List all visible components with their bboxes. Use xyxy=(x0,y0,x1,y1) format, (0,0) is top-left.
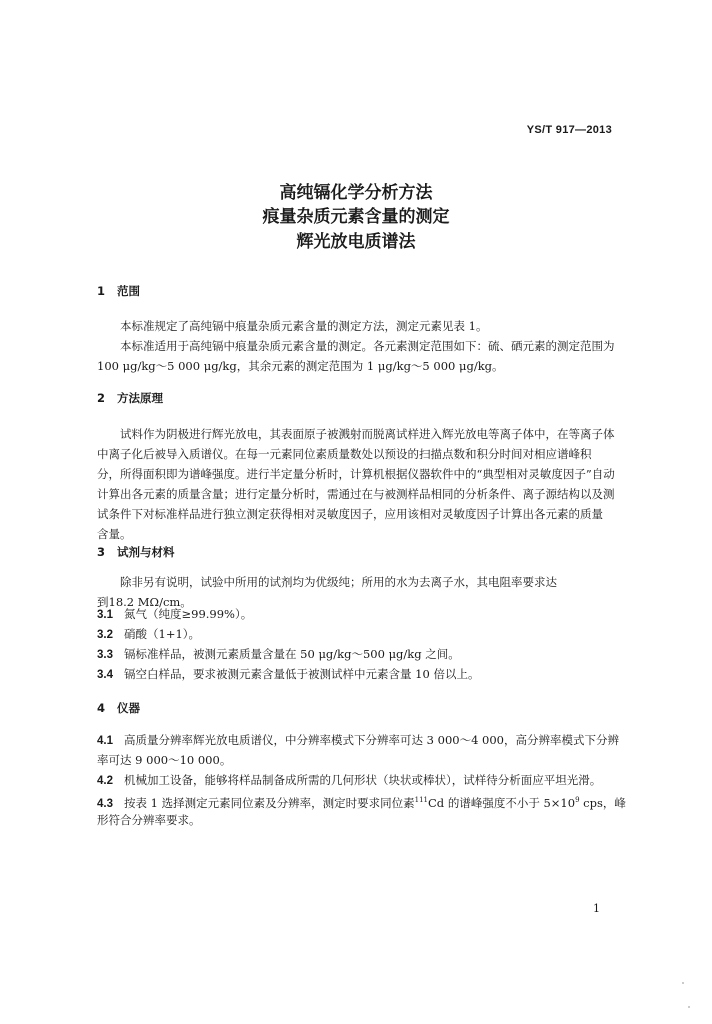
item-number: 3.1 xyxy=(97,609,113,621)
section-1-title: 范围 xyxy=(117,284,140,298)
item-number: 4.3 xyxy=(97,797,113,810)
page-number: 1 xyxy=(593,902,600,915)
section-2-line: 试条件下对标准样品进行独立测定获得相对灵敏度因子，应用该相对灵敏度因子计算出各元素的质量 xyxy=(97,507,603,521)
section-1-number: 1 xyxy=(97,284,106,298)
section-3-number: 3 xyxy=(97,545,106,559)
item-text: Cd 的谱峰强度不小于 5×10 xyxy=(428,795,576,810)
section-2-line: 试料作为阴极进行辉光放电，其表面原子被溅射而脱离试样进入辉光放电等离子体中，在等离子体 xyxy=(120,427,615,441)
section-3-title: 试剂与材料 xyxy=(117,545,175,559)
item-text: 高质量分辨率辉光放电质谱仪，中分辨率模式下分辨率可达 3 000～4 000，高分辨率模式下分辨 xyxy=(124,733,619,747)
section-1-p2-line1: 本标准适用于高纯镉中痕量杂质元素含量的测定。各元素测定范围如下：硫、硒元素的测定范围为 xyxy=(120,339,615,353)
list-item xyxy=(97,770,601,791)
section-4-title: 仪器 xyxy=(117,701,140,715)
section-2-line: 含量。 xyxy=(97,527,132,541)
scan-speck xyxy=(688,1006,690,1008)
list-item xyxy=(97,664,479,685)
list-item-continuation: 形符合分辨率要求。 xyxy=(97,813,201,827)
exponent-superscript: 9 xyxy=(575,796,580,804)
list-item xyxy=(97,644,460,665)
section-1-p1: 本标准规定了高纯镉中痕量杂质元素含量的测定方法，测定元素见表 1。 xyxy=(120,319,488,333)
scan-speck xyxy=(682,982,684,984)
item-text: 镉标准样品，被测元素质量含量在 50 μg/kg～500 μg/kg 之间。 xyxy=(124,647,460,661)
item-text: 氮气（纯度≥99.99%）。 xyxy=(124,607,253,621)
title-line-2: 痕量杂质元素含量的测定 xyxy=(262,207,450,227)
section-2-title: 方法原理 xyxy=(117,391,163,405)
item-text: 按表 1 选择测定元素同位素及分辨率，测定时要求同位素 xyxy=(124,795,415,810)
item-number: 3.4 xyxy=(97,669,113,681)
item-number: 4.2 xyxy=(97,775,113,787)
list-item-continuation: 率可达 9 000～10 000。 xyxy=(97,753,232,767)
section-3-heading xyxy=(97,544,175,560)
item-text: 硝酸（1+1）。 xyxy=(124,627,201,641)
section-2-line: 计算出各元素的质量含量；进行定量分析时，需通过在与被测样品相同的分析条件、离子源结构以及测 xyxy=(97,487,615,501)
section-1-p2-line2: 100 μg/kg～5 000 μg/kg，其余元素的测定范围为 1 μg/kg～5 000 μg/kg。 xyxy=(97,359,504,373)
standard-number: YS/T 917—2013 xyxy=(526,124,612,136)
section-4-heading xyxy=(97,700,140,716)
item-number: 4.1 xyxy=(97,735,113,747)
section-3-p-line1: 除非另有说明，试验中所用的试剂均为优级纯；所用的水为去离子水，其电阻率要求达 xyxy=(120,575,557,589)
list-item xyxy=(97,624,200,645)
item-text: 机械加工设备，能够将样品制备成所需的几何形状（块状或棒状），试样待分析面应平坦光滑。 xyxy=(124,773,602,787)
section-2-number: 2 xyxy=(97,391,106,405)
title-line-3: 辉光放电质谱法 xyxy=(296,232,416,252)
item-number: 3.3 xyxy=(97,649,113,661)
section-2-line: 分，所得面积即为谱峰强度。进行半定量分析时，计算机根据仪器软件中的“典型相对灵敏度因子”自动 xyxy=(97,467,615,481)
item-number: 3.2 xyxy=(97,629,113,641)
section-1-heading xyxy=(97,283,140,299)
title-line-1: 高纯镉化学分析方法 xyxy=(279,183,433,203)
section-4-number: 4 xyxy=(97,701,106,715)
section-2-heading xyxy=(97,390,163,406)
isotope-superscript: 111 xyxy=(414,796,428,804)
item-text: cps，峰 xyxy=(579,795,626,810)
section-2-body xyxy=(97,424,615,544)
list-item xyxy=(97,730,619,751)
list-item xyxy=(97,604,252,625)
item-text: 镉空白样品，要求被测元素含量低于被测试样中元素含量 10 倍以上。 xyxy=(124,667,480,681)
section-3-p-line2: 到18.2 MΩ/cm。 xyxy=(97,595,192,609)
section-2-line: 中离子化后被导入质谱仪。在每一元素同位素质量数处以预设的扫描点数和积分时间对相应谱峰积 xyxy=(97,447,592,461)
section-1-body xyxy=(97,316,615,376)
